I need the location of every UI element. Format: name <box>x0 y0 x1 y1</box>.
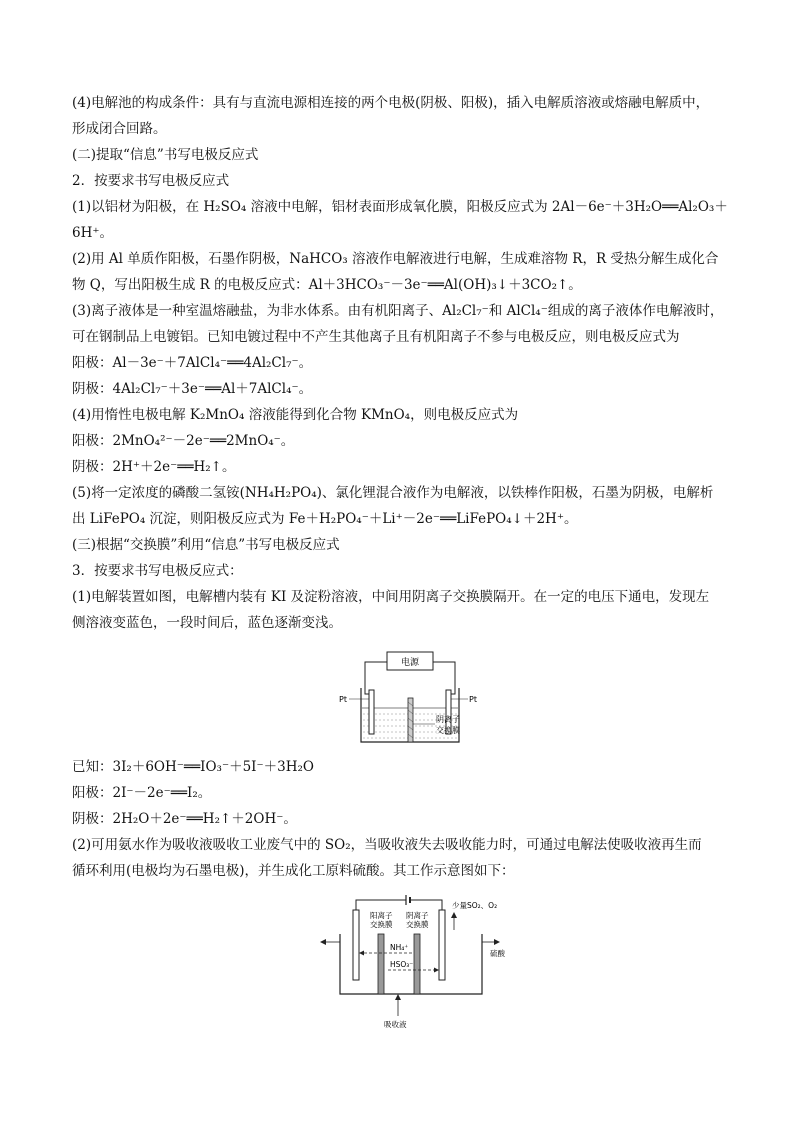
gas-output-label: 少量SO₂、O₂ <box>452 901 498 910</box>
cation-membrane-label-1: 阳离子 <box>370 911 393 920</box>
cathode-equation: 阴极：2H⁺＋2e⁻══H₂↑。 <box>72 459 236 475</box>
text-line: (3)离子液体是一种室温熔融盐，为非水体系。由有机阳离子、Al₂Cl₇⁻和 AlCl₄⁻组成的离子液体作电解液时， <box>72 303 724 319</box>
question-heading: 2．按要求书写电极反应式 <box>72 173 230 189</box>
text-line: (4)电解池的构成条件：具有与直流电源相连接的两个电极(阴极、阳极)，插入电解质溶液或熔融电解质中， <box>72 95 710 111</box>
electrolysis-cell-diagram <box>335 642 485 750</box>
text-line: (2)可用氨水作为吸收液吸收工业废气中的 SO₂，当吸收液失去吸收能力时，可通过电解法使吸收液再生而 <box>72 837 702 853</box>
cathode-equation: 阴极：4Al₂Cl₇⁻＋3e⁻══Al＋7AlCl₄⁻。 <box>72 381 313 397</box>
section-heading: (三)根据“交换膜”利用“信息”书写电极反应式 <box>72 537 340 553</box>
ammonium-ion-label: NH₄⁺ <box>390 943 409 952</box>
text-line: (4)用惰性电极电解 K₂MnO₄ 溶液能得到化合物 KMnO₄，则电极反应式为 <box>72 407 519 423</box>
left-electrode-label: Pt <box>339 695 347 704</box>
anion-membrane-label-2: 交换膜 <box>406 920 429 929</box>
anion-exchange-membrane <box>414 934 420 994</box>
anode-equation: 阳极：2MnO₄²⁻－2e⁻══2MnO₄⁻。 <box>72 433 295 449</box>
right-graphite-electrode <box>439 910 445 980</box>
membrane-label-line1: 阴离子 <box>436 715 460 724</box>
text-line: 出 LiFePO₄ 沉淀，则阳极反应式为 Fe＋H₂PO₄⁻＋Li⁺－2e⁻══LiFePO₄↓＋2H⁺。 <box>72 511 578 527</box>
bisulfite-ion-label: HSO₃⁻ <box>390 960 414 969</box>
cation-exchange-membrane <box>378 934 384 994</box>
document-body <box>72 90 732 1030</box>
given-equation: 已知：3I₂＋6OH⁻══IO₃⁻＋5I⁻＋3H₂O <box>72 759 314 775</box>
sulfuric-acid-label: 硫酸 <box>490 949 505 958</box>
text-line: 6H⁺。 <box>72 225 113 241</box>
text-line: 物 Q，写出阳极生成 R 的电极反应式：Al＋3HCO₃⁻－3e⁻══Al(OH)₃↓＋3CO₂↑。 <box>72 277 582 293</box>
question-heading: 3．按要求书写电极反应式： <box>72 563 243 579</box>
anode-equation: 阳极：2I⁻－2e⁻══I₂。 <box>72 785 212 801</box>
text-line: (1)以铝材为阳极，在 H₂SO₄ 溶液中电解，铝材表面形成氧化膜，阳极反应式为 2Al－6e⁻＋3H₂O══Al₂O₃＋ <box>72 199 728 215</box>
cathode-equation: 阴极：2H₂O＋2e⁻══H₂↑＋2OH⁻。 <box>72 811 297 827</box>
left-pt-electrode <box>369 690 374 734</box>
text-line: 循环利用(电极均为石墨电极)，并生成化工原料硫酸。其工作示意图如下： <box>72 863 515 879</box>
text-line: 形成闭合回路。 <box>72 121 167 137</box>
anode-equation: 阳极：Al－3e⁻＋7AlCl₄⁻══4Al₂Cl₇⁻。 <box>72 355 313 371</box>
text-line: (5)将一定浓度的磷酸二氢铵(NH₄H₂PO₄)、氯化锂混合液作为电解液，以铁棒作阳极，石墨为阴极，电解析 <box>72 485 714 501</box>
power-supply-label: 电源 <box>400 658 420 668</box>
right-electrode-label: Pt <box>469 695 477 704</box>
anion-membrane-label-1: 阴离子 <box>406 911 429 920</box>
text-line: (1)电解装置如图，电解槽内装有 KI 及淀粉溶液，中间用阴离子交换膜隔开。在一定的电压下通电，发现左 <box>72 589 710 605</box>
cation-membrane-label-2: 交换膜 <box>370 920 393 929</box>
text-line: 侧溶液变蓝色，一段时间后，蓝色逐渐变浅。 <box>72 615 342 631</box>
left-graphite-electrode <box>353 910 359 980</box>
absorbent-input-label: 吸收液 <box>384 1020 407 1029</box>
section-heading: (二)提取“信息”书写电极反应式 <box>72 147 259 163</box>
absorbent-regeneration-diagram <box>312 890 512 1030</box>
text-line: (2)用 Al 单质作阳极，石墨作阴极，NaHCO₃ 溶液作电解液进行电解，生成难溶物 R，R 受热分解生成化合 <box>72 251 719 267</box>
membrane-label-line2: 交换膜 <box>436 726 460 735</box>
text-line: 可在钢制品上电镀铝。已知电镀过程中不产生其他离子且有机阳离子不参与电极反应，则电极反应式为 <box>72 329 680 345</box>
